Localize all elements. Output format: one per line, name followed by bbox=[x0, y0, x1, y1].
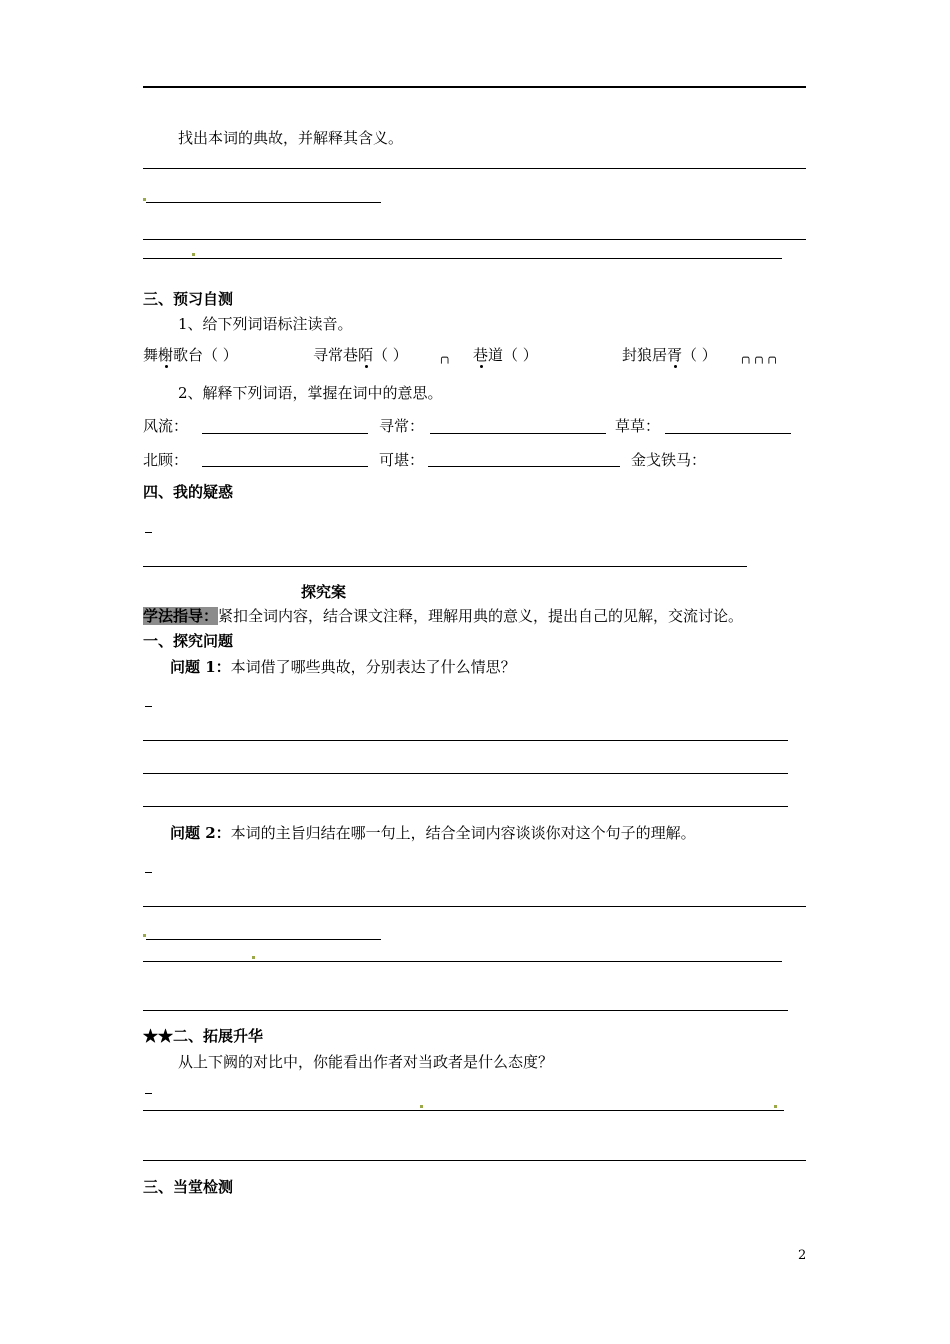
term-answer-line bbox=[665, 433, 791, 434]
marker-dot bbox=[143, 198, 146, 201]
study-guide bbox=[143, 606, 743, 626]
short-dash bbox=[145, 872, 152, 873]
marker-dot bbox=[420, 1105, 423, 1108]
question1 bbox=[170, 657, 516, 677]
answer-line bbox=[146, 939, 381, 940]
study-guide-label: 学法指导： bbox=[143, 607, 219, 625]
short-dash bbox=[145, 532, 152, 533]
pinyin-item-xunchang: 寻常巷陌（ ） bbox=[313, 346, 408, 364]
marker-dot bbox=[143, 934, 146, 937]
small-marker: ╭╮╭╮╭╮ bbox=[739, 351, 779, 364]
term-jinge: 金戈铁马： bbox=[631, 451, 707, 469]
answer-line bbox=[143, 906, 806, 907]
question2-text: 本词的主旨归结在哪一句上，结合全词内容谈谈你对这个句子的理解。 bbox=[230, 824, 696, 842]
answer-line bbox=[143, 1160, 806, 1161]
question1-text: 本词借了哪些典故，分别表达了什么情思？ bbox=[230, 658, 516, 676]
part1-title: 一、探究问题 bbox=[143, 632, 234, 650]
term-beigu: 北顾： bbox=[143, 451, 189, 469]
page-number: 2 bbox=[798, 1248, 807, 1263]
term-answer-line bbox=[202, 466, 368, 467]
pinyin-item-wuxie: 舞榭歌台（ ） bbox=[143, 346, 238, 364]
answer-line bbox=[143, 1110, 784, 1111]
short-dash bbox=[145, 1093, 152, 1094]
part2-question: 从上下阙的对比中，你能看出作者对当政者是什么态度？ bbox=[178, 1053, 554, 1071]
term-fengliu: 风流： bbox=[143, 417, 189, 435]
part3-title: 三、当堂检测 bbox=[143, 1178, 234, 1196]
answer-line bbox=[146, 202, 381, 203]
answer-line bbox=[143, 773, 788, 774]
pinyin-item-xiangdao: 巷道（ ） bbox=[473, 346, 538, 364]
find-allusion-prompt: 找出本词的典故，并解释其含义。 bbox=[178, 129, 404, 147]
term-kekan: 可堪： bbox=[379, 451, 425, 469]
term-answer-line bbox=[428, 466, 620, 467]
term-xunchang: 寻常： bbox=[379, 417, 425, 435]
question1-label: 问题 1： bbox=[170, 658, 231, 676]
answer-line bbox=[143, 566, 747, 567]
term-caocao: 草草： bbox=[615, 417, 661, 435]
short-dash bbox=[145, 706, 152, 707]
question2 bbox=[170, 823, 696, 843]
pinyin-item-fenglang: 封狼居胥（ ） bbox=[622, 346, 717, 364]
marker-dot bbox=[192, 253, 195, 256]
term-answer-line bbox=[202, 433, 368, 434]
answer-line bbox=[143, 961, 782, 962]
answer-line bbox=[143, 258, 782, 259]
term-answer-line bbox=[430, 433, 606, 434]
top-rule bbox=[143, 86, 806, 88]
marker-dot bbox=[252, 956, 255, 959]
section4-title: 四、我的疑惑 bbox=[143, 483, 234, 501]
answer-line bbox=[143, 740, 788, 741]
answer-line bbox=[143, 806, 788, 807]
part2-title: ★★二、拓展升华 bbox=[143, 1027, 264, 1045]
small-marker: ╭╮ bbox=[438, 351, 452, 364]
section3-q2: 2、解释下列词语，掌握在词中的意思。 bbox=[178, 384, 443, 402]
answer-line bbox=[143, 1010, 788, 1011]
section3-title: 三、预习自测 bbox=[143, 290, 234, 308]
marker-dot bbox=[774, 1105, 777, 1108]
study-guide-text: 紧扣全词内容，结合课文注释，理解用典的意义，提出自己的见解，交流讨论。 bbox=[218, 607, 744, 625]
explore-title: 探究案 bbox=[301, 583, 347, 601]
answer-line bbox=[143, 239, 806, 240]
question2-label: 问题 2： bbox=[170, 824, 231, 842]
section3-q1: 1、给下列词语标注读音。 bbox=[178, 315, 353, 333]
answer-line bbox=[143, 168, 806, 169]
